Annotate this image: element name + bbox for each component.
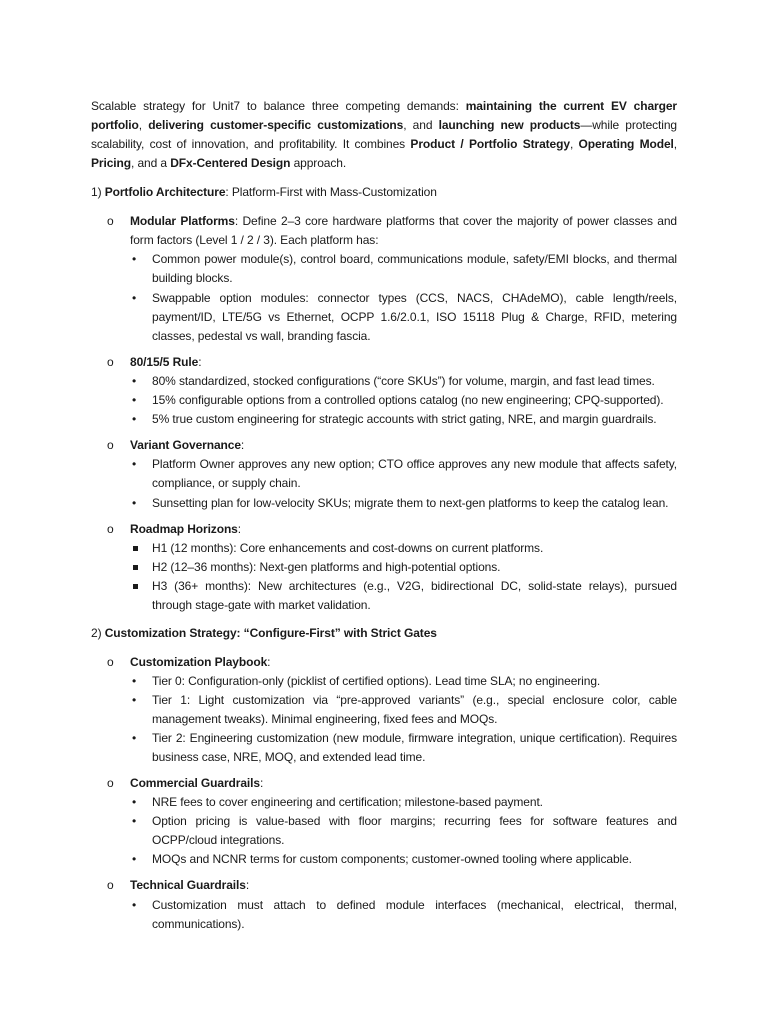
circle-bullet-icon: o [107,776,114,790]
sub-heading-title: Roadmap Horizons [130,522,238,536]
sub-section-roadmap-horizons [91,520,677,615]
sub-heading [130,520,677,539]
circle-bullet-icon: o [107,878,114,892]
bullet-icon: • [132,393,137,407]
sub-heading-title: 80/15/5 Rule [130,355,199,369]
list-item [130,896,677,934]
bullet-list [130,250,677,346]
bullet-icon: • [132,291,137,305]
list-item [130,372,677,391]
bullet-icon: • [132,496,137,510]
bullet-icon: • [132,731,137,745]
list-item-text: Common power module(s), control board, communications module, safety/EMI blocks, and thermal building blocks. [152,252,677,285]
list-item-text: Swappable option modules: connector types (CCS, NACS, CHAdeMO), cable length/reels, payment/ID, LTE/5G vs Ethernet, OCPP 1.6/2.0.1, ISO 15118 Plug & Charge, RFID, metering classes, pedestal vs wall, branding fascia. [152,291,677,343]
section-title: Portfolio Architecture [104,185,226,199]
list-item [130,539,677,558]
section-1-heading [91,183,677,202]
list-item-text: Tier 0: Configuration-only (picklist of certified options). Lead time SLA; no engineering. [152,674,601,688]
bullet-icon: • [132,252,137,266]
list-item [130,812,677,850]
sub-heading [130,653,677,672]
sub-heading-desc: : [237,522,241,536]
intro-bold: Product / Portfolio Strategy [410,137,570,151]
circle-bullet-icon: o [107,655,114,669]
list-item-text: NRE fees to cover engineering and certification; milestone-based payment. [152,795,543,809]
sub-heading [130,436,677,455]
bullet-icon: • [132,898,137,912]
section-number: 2) [91,626,105,640]
sub-section-80-15-5-rule [91,353,677,429]
sub-section-modular-platforms [91,212,677,346]
sub-heading-desc: : [259,776,264,790]
intro-bold: launching new products [438,118,581,132]
circle-bullet-icon: o [107,438,114,452]
sub-section-variant-governance [91,436,677,513]
list-item-text: 15% configurable options from a controlled options catalog (no new engineering; CPQ-supported). [152,393,664,407]
bullet-list [130,793,677,869]
bullet-list [130,455,677,513]
list-item-text: MOQs and NCNR terms for custom components; customer-owned tooling where applicable. [152,852,632,866]
list-item-text: Option pricing is value-based with floor margins; recurring fees for software features and OCPP/cloud integrations. [152,814,677,847]
bullet-icon: • [132,693,137,707]
list-item [130,494,677,513]
list-item-text: Customization must attach to defined module interfaces (mechanical, electrical, thermal, communications). [152,898,677,931]
intro-bold: delivering customer-specific customizations [148,118,404,132]
sub-heading [130,876,677,895]
list-item-text: H2 (12–36 months): Next-gen platforms and high-potential options. [152,560,501,574]
list-item-text: 5% true custom engineering for strategic accounts with strict gating, NRE, and margin guardrails. [152,412,657,426]
section-2-heading [91,624,677,643]
intro-bold: DFx-Centered Design [170,156,291,170]
list-item-text: Platform Owner approves any new option; CTO office approves any new module that affects safety, compliance, or supply chain. [152,457,677,490]
intro-bold: Operating Model [578,137,674,151]
section-title: Customization Strategy: “Configure-First” with Strict Gates [104,626,437,640]
intro-text: , [673,137,678,151]
intro-bold: maintaining the current EV charger portfolio [91,99,677,132]
sub-heading-desc: : [267,655,271,669]
circle-bullet-icon: o [107,522,114,536]
sub-heading-desc: : Define 2–3 core hardware platforms that cover the majority of power classes and form factors (Level 1 / 2 / 3). Each platform has: [130,214,678,247]
sub-heading-title: Technical Guardrails [130,878,246,892]
list-item [130,729,677,767]
list-item [130,391,677,410]
list-item [130,558,677,577]
bullet-icon: • [132,674,137,688]
list-item [130,691,677,729]
list-item [130,289,677,346]
list-item [130,250,677,288]
sub-section-commercial-guardrails [91,774,677,869]
bullet-icon: • [132,795,137,809]
sub-heading [130,353,677,372]
section-subtitle: : Platform-First with Mass-Customization [225,185,437,199]
section-number: 1) [91,185,105,199]
sub-heading [130,212,677,250]
sub-section-technical-guardrails [91,876,677,934]
bullet-list [130,896,677,934]
intro-text: Scalable strategy for Unit7 to balance three competing demands: [91,99,466,113]
list-item-text: H3 (36+ months): New architectures (e.g., V2G, bidirectional DC, solid-state relays), pursued through stage-gate with market validation. [152,579,677,612]
intro-text: , and [403,118,439,132]
circle-bullet-icon: o [107,355,114,369]
list-item [130,793,677,812]
list-item [130,850,677,869]
sub-heading-desc: : [240,438,245,452]
intro-text: approach. [290,156,347,170]
intro-text: , [138,118,149,132]
square-bullet-list [130,539,677,615]
square-bullet-icon [133,546,138,551]
list-item-text: 80% standardized, stocked configurations (“core SKUs”) for volume, margin, and fast lead times. [152,374,655,388]
bullet-list [130,372,677,429]
sub-heading-desc: : [198,355,202,369]
intro-text: , and a [130,156,171,170]
list-item [130,577,677,615]
list-item [130,410,677,429]
square-bullet-icon [133,584,138,589]
intro-text: —while protecting scalability, cost of innovation, and profitability. It combines [91,118,677,151]
list-item-text: Tier 1: Light customization via “pre-approved variants” (e.g., special enclosure color, cable management tweaks). Minimal engineering, fixed fees and MOQs. [152,693,677,726]
bullet-icon: • [132,374,137,388]
bullet-icon: • [132,457,137,471]
list-item-text: Sunsetting plan for low-velocity SKUs; migrate them to next-gen platforms to keep the catalog lean. [152,496,669,510]
circle-bullet-icon: o [107,214,114,228]
list-item-text: Tier 2: Engineering customization (new module, firmware integration, unique certification). Requires business case, NRE, MOQ, and extended lead time. [152,731,677,764]
square-bullet-icon [133,565,138,570]
sub-heading-title: Modular Platforms [130,214,235,228]
bullet-list [130,672,677,767]
bullet-icon: • [132,412,137,426]
bullet-icon: • [132,814,137,828]
list-item-text: H1 (12 months): Core enhancements and cost-downs on current platforms. [152,541,544,555]
sub-heading [130,774,677,793]
sub-heading-title: Commercial Guardrails [130,776,260,790]
list-item [130,455,677,493]
bullet-icon: • [132,852,137,866]
sub-section-customization-playbook [91,653,677,767]
sub-heading-title: Variant Governance [130,438,241,452]
sub-heading-desc: : [245,878,250,892]
intro-bold: Pricing [91,156,131,170]
intro-text: , [569,137,579,151]
document-body [91,97,677,934]
sub-heading-title: Customization Playbook [130,655,268,669]
intro-paragraph [91,97,677,173]
list-item [130,672,677,691]
